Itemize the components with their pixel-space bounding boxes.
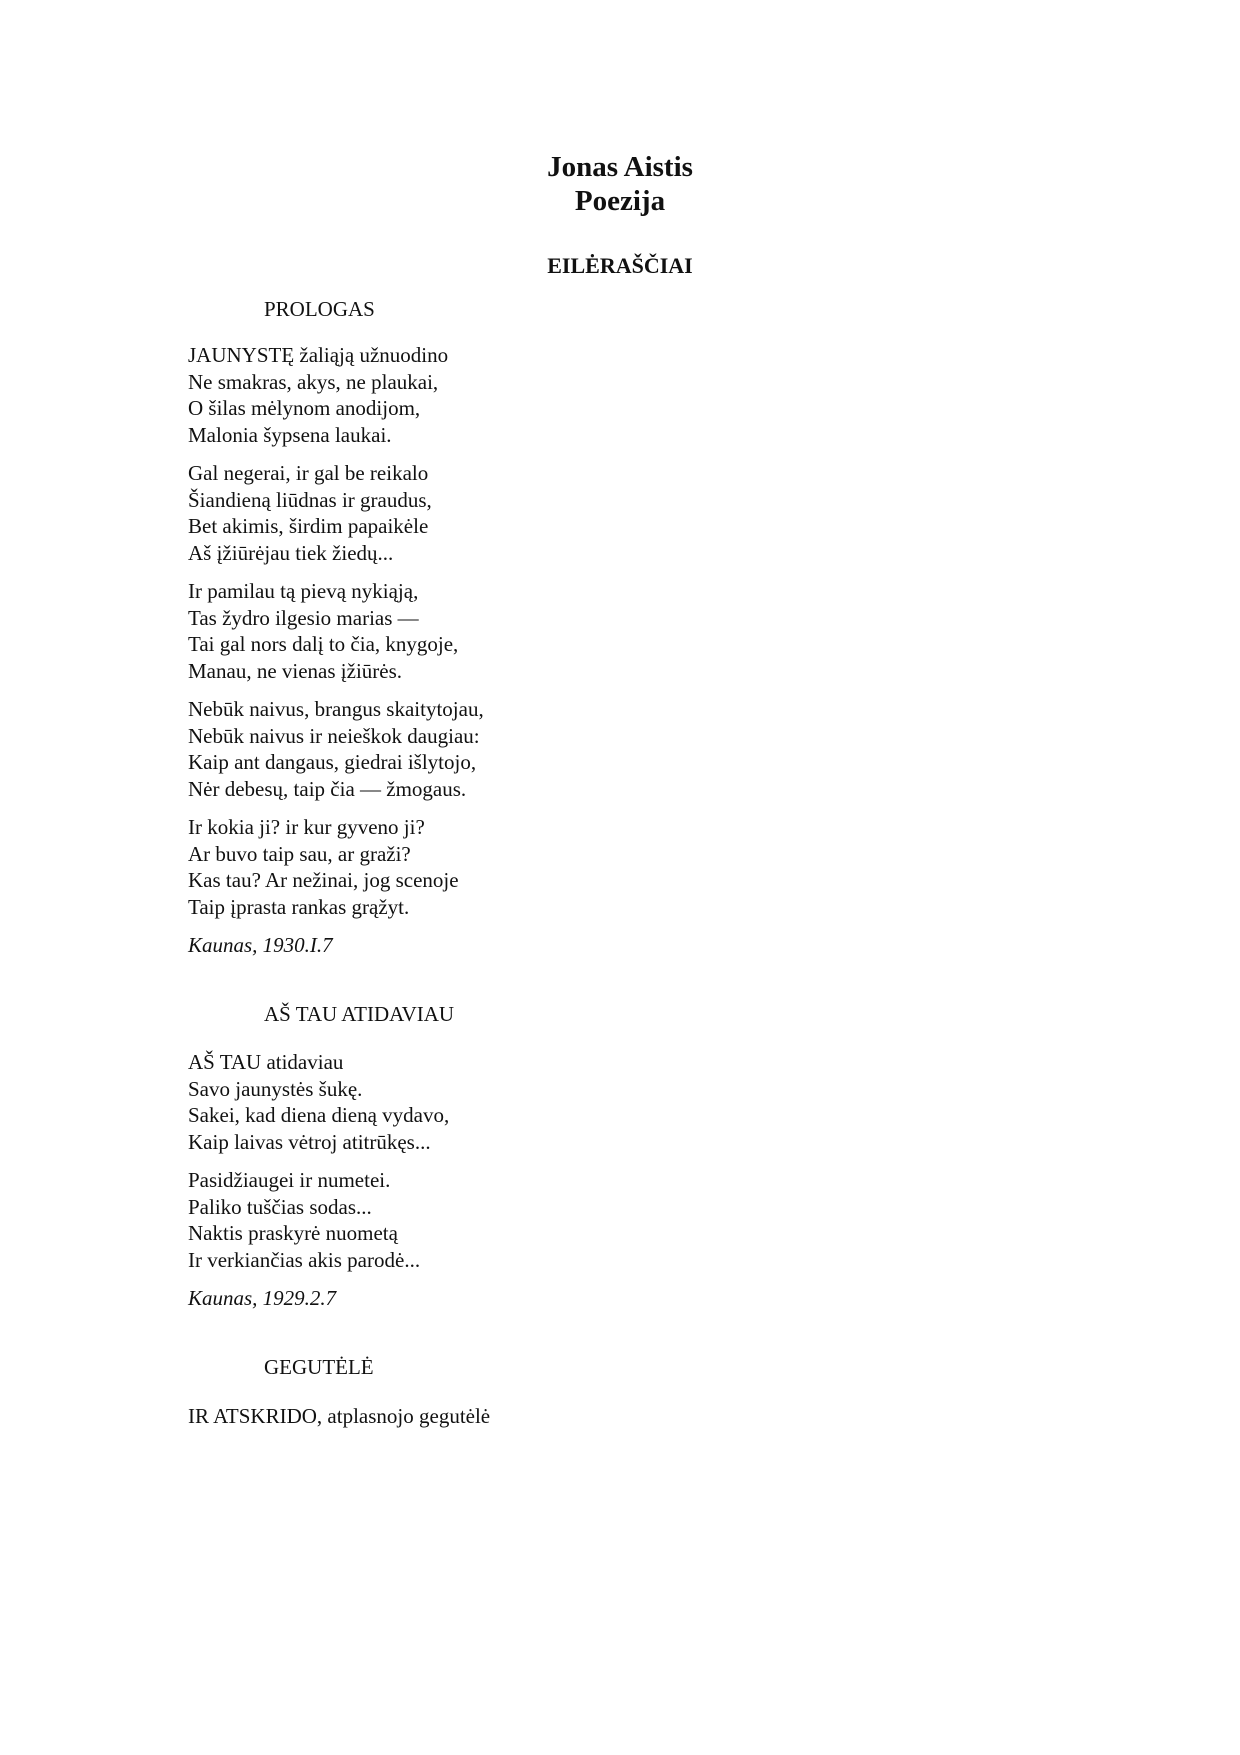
poem-line: Šiandieną liūdnas ir graudus, <box>188 487 432 512</box>
poem-line: Ir pamilau tą pievą nykiąją, <box>188 579 419 603</box>
poem-line: Nėr debesų, taip čia — žmogaus. <box>188 776 467 801</box>
poem-stanza <box>188 460 432 566</box>
poem-line: Bet akimis, širdim papaikėle <box>188 514 429 538</box>
poem-title: GEGUTĖLĖ <box>264 1355 374 1379</box>
poem-line: Tai gal nors dalį to čia, knygoje, <box>188 632 459 656</box>
poem-line: Kas tau? Ar nežinai, jog scenoje <box>188 868 459 892</box>
poem-line: Ne smakras, akys, ne plaukai, <box>188 369 439 394</box>
poem-line: Ar buvo taip sau, ar graži? <box>188 841 411 866</box>
poem-stanza <box>188 342 448 448</box>
poem-stanza <box>188 814 459 920</box>
poem-line: Taip įprasta rankas grąžyt. <box>188 894 410 919</box>
poem-line: O šilas mėlynom anodijom, <box>188 396 421 420</box>
section-heading: EILĖRAŠČIAI <box>547 253 693 278</box>
poem-dateline: Kaunas, 1929.2.7 <box>188 1286 337 1310</box>
poem-stanza <box>188 696 484 802</box>
poem-stanza <box>188 1049 449 1155</box>
poem-title: PROLOGAS <box>264 297 375 321</box>
poem-line: Kaip laivas vėtroj atitrūkęs... <box>188 1129 431 1154</box>
poem-line: Malonia šypsena laukai. <box>188 422 392 447</box>
poem-line: Nebūk naivus ir neieškok daugiau: <box>188 723 480 748</box>
poem-line: Nebūk naivus, brangus skaitytojau, <box>188 697 484 721</box>
poem-line: Manau, ne vienas įžiūrės. <box>188 658 403 683</box>
poem-line: Kaip ant dangaus, giedrai išlytojo, <box>188 750 477 774</box>
poem-title: AŠ TAU ATIDAVIAU <box>264 1002 455 1026</box>
poem-line: Tas žydro ilgesio marias — <box>188 605 419 630</box>
poem-line: Ir verkiančias akis parodė... <box>188 1247 421 1272</box>
author-name: Jonas Aistis <box>547 151 693 183</box>
poem-dateline: Kaunas, 1930.I.7 <box>188 933 333 957</box>
poem-line: IR ATSKRIDO, atplasnojo gegutėlė <box>188 1404 491 1428</box>
poem-line: Savo jaunystės šukę. <box>188 1076 363 1101</box>
poem-line: AŠ TAU atidaviau <box>188 1050 344 1074</box>
poem-stanza <box>188 578 458 684</box>
poem-line: Naktis praskyrė nuometą <box>188 1221 398 1245</box>
poem-stanza <box>188 1167 420 1273</box>
poem-line: Paliko tuščias sodas... <box>188 1194 372 1219</box>
poem-line: Aš įžiūrėjau tiek žiedų... <box>188 540 394 565</box>
poem-line: Sakei, kad diena dieną vydavo, <box>188 1103 450 1127</box>
book-title: Poezija <box>574 185 666 217</box>
poem-line: Pasidžiaugei ir numetei. <box>188 1168 391 1192</box>
poem-line: Gal negerai, ir gal be reikalo <box>188 461 429 485</box>
poem-stanza <box>188 1403 490 1430</box>
poem-line: JAUNYSTĘ žaliąją užnuodino <box>188 343 449 367</box>
poem-line: Ir kokia ji? ir kur gyveno ji? <box>188 815 425 839</box>
